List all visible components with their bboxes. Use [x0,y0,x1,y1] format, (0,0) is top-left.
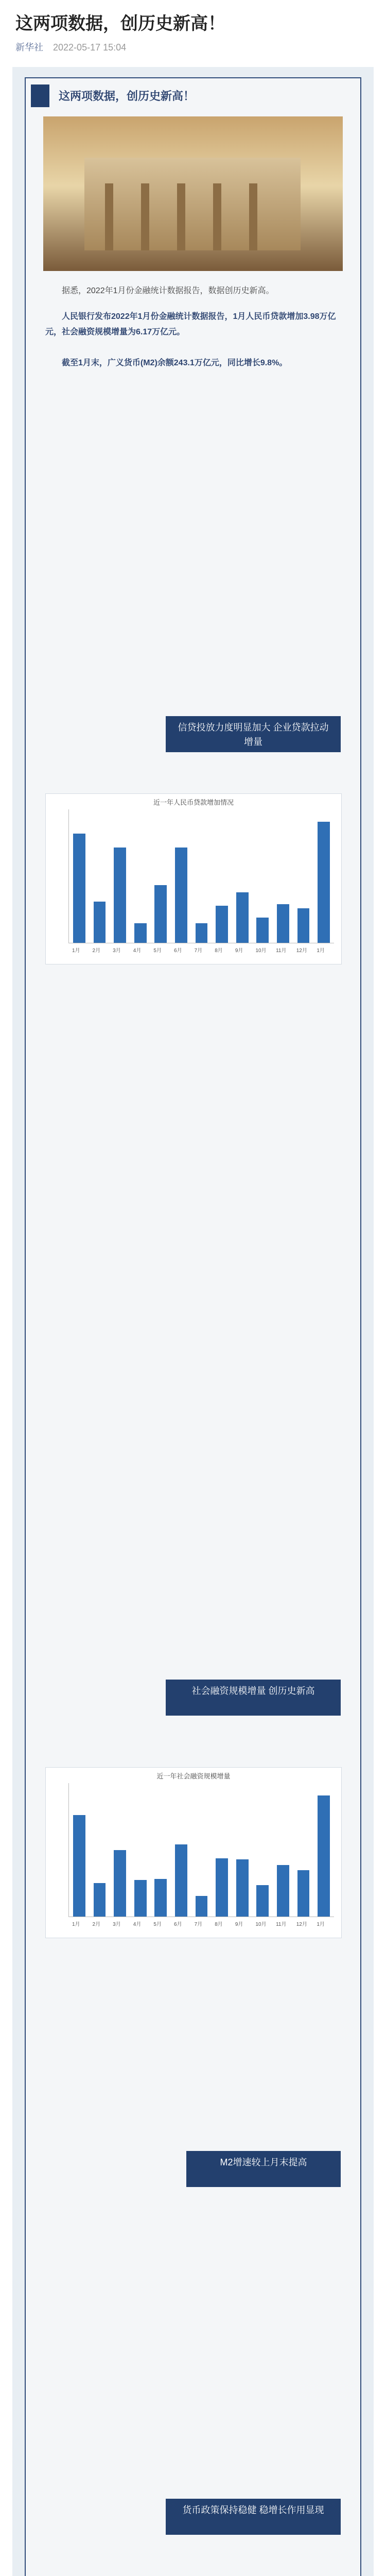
chart-bar [236,1859,249,1917]
financing-chart [45,1767,342,1938]
x-tick-label: 12月 [296,948,307,954]
chart-title: 近一年社会融资规模增量 [156,1772,231,1780]
chart-plot [68,1783,334,1927]
chart-bar [114,1850,126,1917]
chart-bar [73,834,85,943]
x-tick-label: 10月 [255,948,267,954]
intro-paragraph: 据悉，2022年1月份金融统计数据报告，数据创历史新高。 [62,286,274,295]
chart-bar [196,1896,208,1917]
column-shape [105,183,113,250]
building-shape [84,158,301,250]
chart-bar [196,923,208,943]
x-tick-label: 10月 [255,1922,267,1927]
x-tick-label: 5月 [153,1922,162,1927]
x-tick-label: 1月 [72,948,80,954]
banner-badge [31,84,49,107]
chart-bar [73,1815,85,1917]
x-tick-label: 9月 [235,1922,243,1927]
loan-chart [45,793,342,964]
chart-bar [256,918,269,943]
article-title: 这两项数据，创历史新高！ [15,14,225,33]
section-heading: 社会融资规模增量 创历史新高 [166,1680,341,1716]
section-heading: 信贷投放力度明显加大 企业贷款拉动增量 [166,716,341,752]
x-tick-label: 2月 [92,1922,101,1927]
chart-title: 近一年人民币贷款增加情况 [153,799,234,806]
chart-bar [94,1883,106,1917]
highlight-paragraph: 人民银行发布2022年1月份金融统计数据报告，1月人民币贷款增加3.98万亿元，社会融资规模增量为6.17万亿元。 [45,312,336,336]
highlight-paragraph: 截至1月末，广义货币(M2)余额243.1万亿元，同比增长9.8%。 [62,359,288,367]
article-meta [15,40,371,54]
chart-bar [114,848,126,943]
chart-bar [297,908,310,943]
publish-date: 2022-05-17 15:04 [53,42,127,53]
bank-building-photo [43,116,343,271]
x-tick-label: 7月 [194,1922,203,1927]
x-tick-label: 1月 [72,1922,80,1927]
chart-bar [175,848,187,943]
chart-bar [297,1870,310,1917]
x-tick-label: 4月 [133,948,142,954]
x-tick-label: 1月 [317,1922,325,1927]
chart-bar [175,1844,187,1917]
chart-bar [277,904,289,943]
article-header [0,0,386,59]
x-tick-label: 5月 [153,948,162,954]
column-shape [141,183,149,250]
x-tick-label: 7月 [194,948,203,954]
x-tick-label: 3月 [113,1922,121,1927]
section-heading: M2增速较上月末提高 [186,2151,341,2187]
x-tick-label: 3月 [113,948,121,954]
chart-bar [216,906,228,943]
column-shape [177,183,185,250]
x-tick-label: 11月 [276,1922,287,1927]
x-tick-label: 8月 [215,1922,223,1927]
x-tick-label: 6月 [174,948,182,954]
chart-bar [94,902,106,943]
chart-bar [318,822,330,943]
chart-bar [236,892,249,943]
chart-plot [68,809,334,954]
banner-tagline: 这两项数据，创历史新高！ [59,90,195,103]
author-link[interactable]: 新华社 [15,42,43,53]
chart-bar [134,1880,147,1917]
x-tick-label: 4月 [133,1922,142,1927]
content-frame [25,77,361,2576]
chart-bar [277,1865,289,1917]
chart-bar [154,1879,167,1917]
column-shape [249,183,257,250]
article-body [12,67,374,2576]
chart-bar [318,1795,330,1917]
column-shape [213,183,221,250]
x-tick-label: 11月 [276,948,287,954]
chart-bar [134,923,147,943]
section-heading: 货币政策保持稳健 稳增长作用显现 [166,2499,341,2535]
x-tick-label: 8月 [215,948,223,954]
chart-bar [154,885,167,943]
chart-bar [216,1858,228,1917]
x-tick-label: 2月 [92,948,101,954]
x-tick-label: 9月 [235,948,243,954]
chart-bar [256,1885,269,1917]
x-tick-label: 6月 [174,1922,182,1927]
x-tick-label: 12月 [296,1922,307,1927]
x-tick-label: 1月 [317,948,325,954]
